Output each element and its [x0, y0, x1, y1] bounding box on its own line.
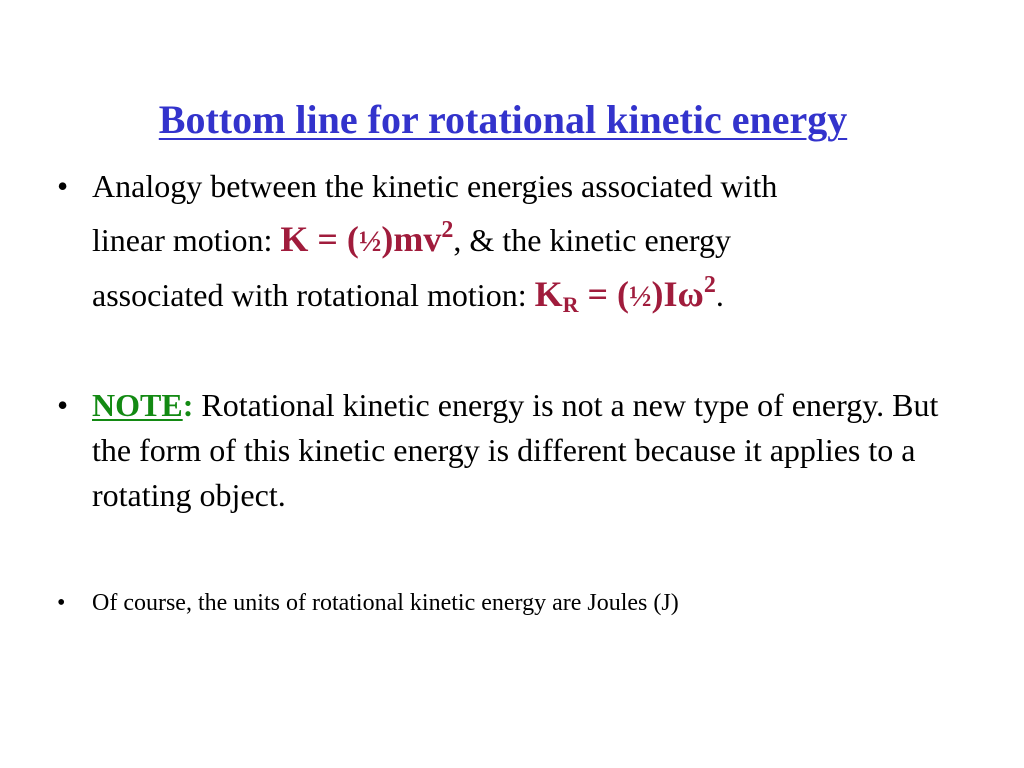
analogy-line2-suffix: , & the kinetic energy: [453, 222, 731, 258]
note-label-word: NOTE: [92, 387, 183, 423]
formula2-subscript: R: [562, 292, 579, 317]
formula2-eq: = (: [578, 274, 629, 314]
formula2-exponent: 2: [703, 272, 716, 298]
analogy-line1: Analogy between the kinetic energies associated with: [92, 168, 778, 204]
formula2-half: ½: [629, 280, 652, 313]
bullet-marker: •: [57, 168, 69, 204]
formula1-var: mv: [393, 219, 442, 259]
linear-ke-formula: [280, 219, 453, 259]
bullet-units-text: Of course, the units of rotational kinetic energy are Joules (J): [92, 590, 679, 616]
bullet-analogy-text: [92, 160, 972, 323]
formula1-lhs: K = (: [280, 219, 359, 259]
bullet-marker: •: [57, 387, 69, 423]
bullet-marker: •: [57, 590, 66, 616]
rotational-ke-formula: [534, 272, 716, 317]
analogy-line3-prefix: associated with rotational motion:: [92, 277, 535, 313]
formula2-mid: )I: [651, 274, 678, 314]
note-label: [92, 387, 193, 423]
formula2-base: K: [534, 274, 563, 314]
slide-title: Bottom line for rotational kinetic energy: [158, 97, 848, 142]
note-body: Rotational kinetic energy is not a new type of energy. But the form of this kinetic energy is different because it applies to a rotating object.: [92, 387, 939, 513]
formula1-half: ½: [358, 225, 382, 258]
formula1-mid: ): [381, 219, 394, 259]
formula2-var: ω: [677, 274, 704, 314]
formula1-exponent: 2: [441, 217, 454, 243]
analogy-line2-prefix: linear motion:: [92, 222, 281, 258]
bullet-note-text: [92, 383, 972, 518]
note-label-colon: :: [182, 387, 194, 423]
analogy-line3-suffix: .: [715, 277, 724, 313]
